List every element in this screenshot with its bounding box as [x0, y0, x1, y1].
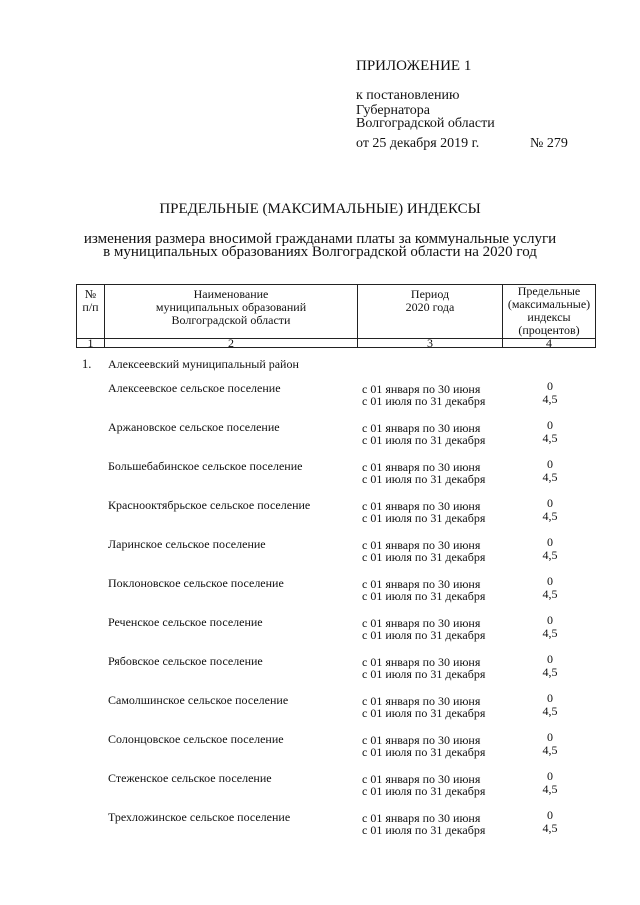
header-col3: [358, 288, 502, 314]
period-second-half: с 01 июля по 31 декабря: [362, 823, 486, 837]
period-second-half: с 01 июля по 31 декабря: [362, 589, 486, 603]
header-col2: [105, 288, 357, 327]
period-second-half: с 01 июля по 31 декабря: [362, 511, 486, 525]
appendix-line-3: Волгоградской области: [356, 116, 495, 131]
settlement-name: Солонцовское сельское поселение: [108, 732, 284, 746]
header-col1-line: №: [84, 287, 97, 301]
appendix-line-2: Губернатора: [356, 103, 431, 118]
settlement-name: Рябовское сельское поселение: [108, 654, 263, 668]
index-second-half: 4,5: [542, 821, 558, 835]
header-col1-line: п/п: [82, 300, 99, 314]
period-first-half: с 01 января по 30 июня: [362, 811, 481, 825]
index-first-half: 0: [547, 535, 553, 549]
index-second-half: 4,5: [542, 587, 558, 601]
index-second-half: 4,5: [542, 626, 558, 640]
index-first-half: 0: [547, 652, 553, 666]
period-second-half: с 01 июля по 31 декабря: [362, 706, 486, 720]
period-second-half: с 01 июля по 31 декабря: [362, 628, 486, 642]
period-first-half: с 01 января по 30 июня: [362, 694, 481, 708]
period-first-half: с 01 января по 30 июня: [362, 616, 481, 630]
index-first-half: 0: [547, 808, 553, 822]
index-first-half: 0: [547, 613, 553, 627]
col-number-4: 4: [546, 336, 552, 350]
period-second-half: с 01 июля по 31 декабря: [362, 472, 486, 486]
header-col4-line: Предельные: [517, 284, 581, 298]
col-number-1: 1: [87, 336, 94, 350]
settlement-name: Алексеевское сельское поселение: [108, 381, 281, 395]
index-first-half: 0: [547, 418, 553, 432]
period-second-half: с 01 июля по 31 декабря: [362, 667, 486, 681]
index-first-half: 0: [547, 574, 553, 588]
period-first-half: с 01 января по 30 июня: [362, 733, 481, 747]
index-first-half: 0: [547, 769, 553, 783]
index-first-half: 0: [547, 457, 553, 471]
settlement-name: Поклоновское сельское поселение: [108, 576, 284, 590]
col-number-3: 3: [427, 336, 433, 350]
period-first-half: с 01 января по 30 июня: [362, 577, 481, 591]
index-second-half: 4,5: [542, 431, 558, 445]
period-second-half: с 01 июля по 31 декабря: [362, 784, 486, 798]
settlement-name: Стеженское сельское поселение: [108, 771, 272, 785]
table-header: [76, 284, 596, 350]
document-subtitle-line-2: в муниципальных образованиях Волгоградской области на 2020 год: [103, 244, 537, 260]
header-col4-line: индексы: [527, 310, 571, 324]
index-first-half: 0: [547, 496, 553, 510]
index-first-half: 0: [547, 379, 553, 393]
settlement-name: Краснооктябрьское сельское поселение: [108, 498, 311, 512]
settlement-name: Ларинское сельское поселение: [108, 537, 266, 551]
period-first-half: с 01 января по 30 июня: [362, 655, 481, 669]
header-col2-line: Волгоградской области: [171, 313, 291, 327]
period-first-half: с 01 января по 30 июня: [362, 538, 481, 552]
index-second-half: 4,5: [542, 548, 558, 562]
period-first-half: с 01 января по 30 июня: [362, 499, 481, 513]
index-second-half: 4,5: [542, 392, 558, 406]
decree-number: № 279: [530, 136, 568, 151]
period-first-half: с 01 января по 30 июня: [362, 382, 481, 396]
index-first-half: 0: [547, 691, 553, 705]
header-col2-line: муниципальных образований: [155, 300, 307, 314]
settlement-name: Аржановское сельское поселение: [108, 420, 280, 434]
appendix-title: ПРИЛОЖЕНИЕ 1: [356, 58, 472, 74]
period-first-half: с 01 января по 30 июня: [362, 460, 481, 474]
col-number-2: 2: [228, 336, 234, 350]
decree-date: от 25 декабря 2019 г.: [356, 136, 480, 151]
settlement-name: Большебабинское сельское поселение: [108, 459, 303, 473]
period-first-half: с 01 января по 30 июня: [362, 421, 481, 435]
index-first-half: 0: [547, 730, 553, 744]
period-second-half: с 01 июля по 31 декабря: [362, 550, 486, 564]
settlement-name: Реченское сельское поселение: [108, 615, 263, 629]
rayon-number: 1.: [82, 357, 92, 371]
period-second-half: с 01 июля по 31 декабря: [362, 433, 486, 447]
settlement-name: Трехложинское сельское поселение: [108, 810, 291, 824]
header-col4: [503, 285, 595, 337]
index-second-half: 4,5: [542, 509, 558, 523]
table-vline-4: [595, 284, 596, 348]
period-first-half: с 01 января по 30 июня: [362, 772, 481, 786]
index-second-half: 4,5: [542, 665, 558, 679]
settlement-name: Самолшинское сельское поселение: [108, 693, 289, 707]
header-col3-line: 2020 года: [405, 300, 455, 314]
document-title: ПРЕДЕЛЬНЫЕ (МАКСИМАЛЬНЫЕ) ИНДЕКСЫ: [159, 201, 481, 217]
header-col4-line: (процентов): [518, 323, 580, 337]
document-subtitle-line-1: изменения размера вносимой гражданами платы за коммунальные услуги: [83, 231, 557, 247]
rayon-name: Алексеевский муниципальный район: [108, 357, 299, 371]
header-col4-line: (максимальные): [507, 297, 591, 311]
period-second-half: с 01 июля по 31 декабря: [362, 745, 486, 759]
header-col1: [77, 288, 104, 314]
header-col3-line: Период: [410, 287, 450, 301]
index-second-half: 4,5: [542, 743, 558, 757]
index-second-half: 4,5: [542, 704, 558, 718]
header-col2-line: Наименование: [193, 287, 269, 301]
index-second-half: 4,5: [542, 470, 558, 484]
period-second-half: с 01 июля по 31 декабря: [362, 394, 486, 408]
index-second-half: 4,5: [542, 782, 558, 796]
appendix-line-1: к постановлению: [356, 88, 460, 103]
